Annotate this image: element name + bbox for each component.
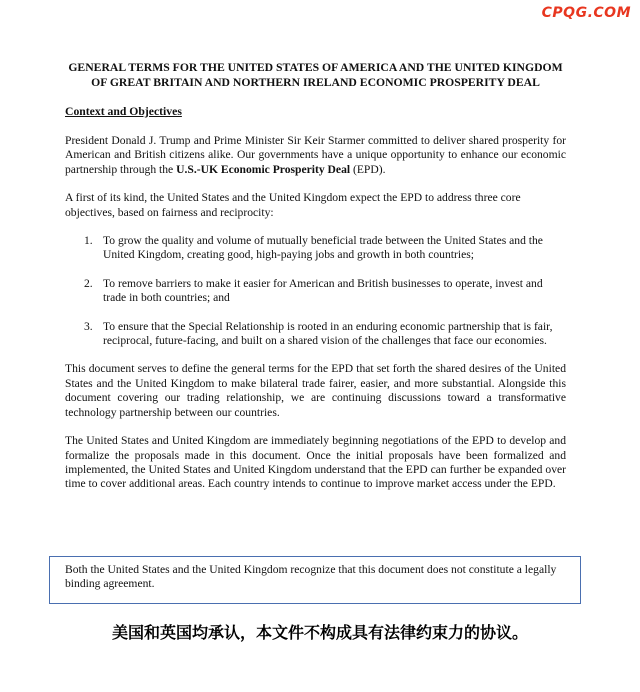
objective-text: To ensure that the Special Relationship is rooted in an enduring economic partnership that is fair, reciprocal, future-facing, and built on a shared vision of the challenges that face our economies. (103, 319, 553, 348)
objective-number: 2. (84, 276, 93, 290)
objective-number: 3. (84, 319, 93, 333)
objective-item (65, 320, 566, 349)
paragraph-objectives-intro: A first of its kind, the United States and the United Kingdom expect the EPD to address three core objectives, based on fairness and reciprocity: (65, 191, 521, 219)
epd-name: U.S.-UK Economic Prosperity Deal (176, 162, 351, 176)
paragraph-context-end: (EPD). (350, 162, 386, 176)
paragraph-context (65, 134, 566, 177)
objective-item (65, 277, 566, 306)
objectives-list (65, 234, 566, 348)
paragraph-negotiations: The United States and United Kingdom are immediately beginning negotiations of the EPD to develop and formalize the proposals made in this document. Once the initial proposals have been formalized and implemented, the United States and United Kingdom understand that the EPD can further be expanded over time to cover additional areas. Each country intends to continue to improve market access under the EPD. (65, 434, 566, 491)
objective-item (65, 234, 566, 263)
paragraph-purpose: This document serves to define the general terms for the EPD that set forth the shared desires of the United States and the United Kingdom to make bilateral trade fairer, easier, and more substantial. Alongside this document covering our trading relationship, we are continuing discussions toward a transformative technology partnership between our countries. (65, 362, 566, 419)
section-heading: Context and Objectives (65, 105, 182, 118)
watermark: CPQG.COM (541, 5, 631, 21)
document-page (65, 60, 566, 506)
paragraph-context-text: President Donald J. Trump and Prime Minister Sir Keir Starmer committed to deliver shared prosperity for American and British citizens alike. Our governments have a unique opportunity to enhance our economic partnership through the (65, 134, 566, 176)
objective-text: To remove barriers to make it easier for American and British businesses to operate, invest and trade in both countries; and (103, 276, 543, 305)
objective-text: To grow the quality and volume of mutually beneficial trade between the United States and the United Kingdom, creating good, high-paying jobs and growth in both countries; (103, 234, 543, 262)
objective-number: 1. (84, 234, 93, 248)
chinese-caption: 美国和英国均承认，本文件不构成具有法律约束力的协议。 (111, 623, 528, 642)
highlighted-statement: Both the United States and the United Kingdom recognize that this document does not constitute a legally binding agreement. (49, 556, 581, 604)
document-title: GENERAL TERMS FOR THE UNITED STATES OF AMERICA AND THE UNITED KINGDOM OF GREAT BRITAIN AND NORTHERN IRELAND ECONOMIC PROSPERITY DEAL (68, 61, 563, 89)
